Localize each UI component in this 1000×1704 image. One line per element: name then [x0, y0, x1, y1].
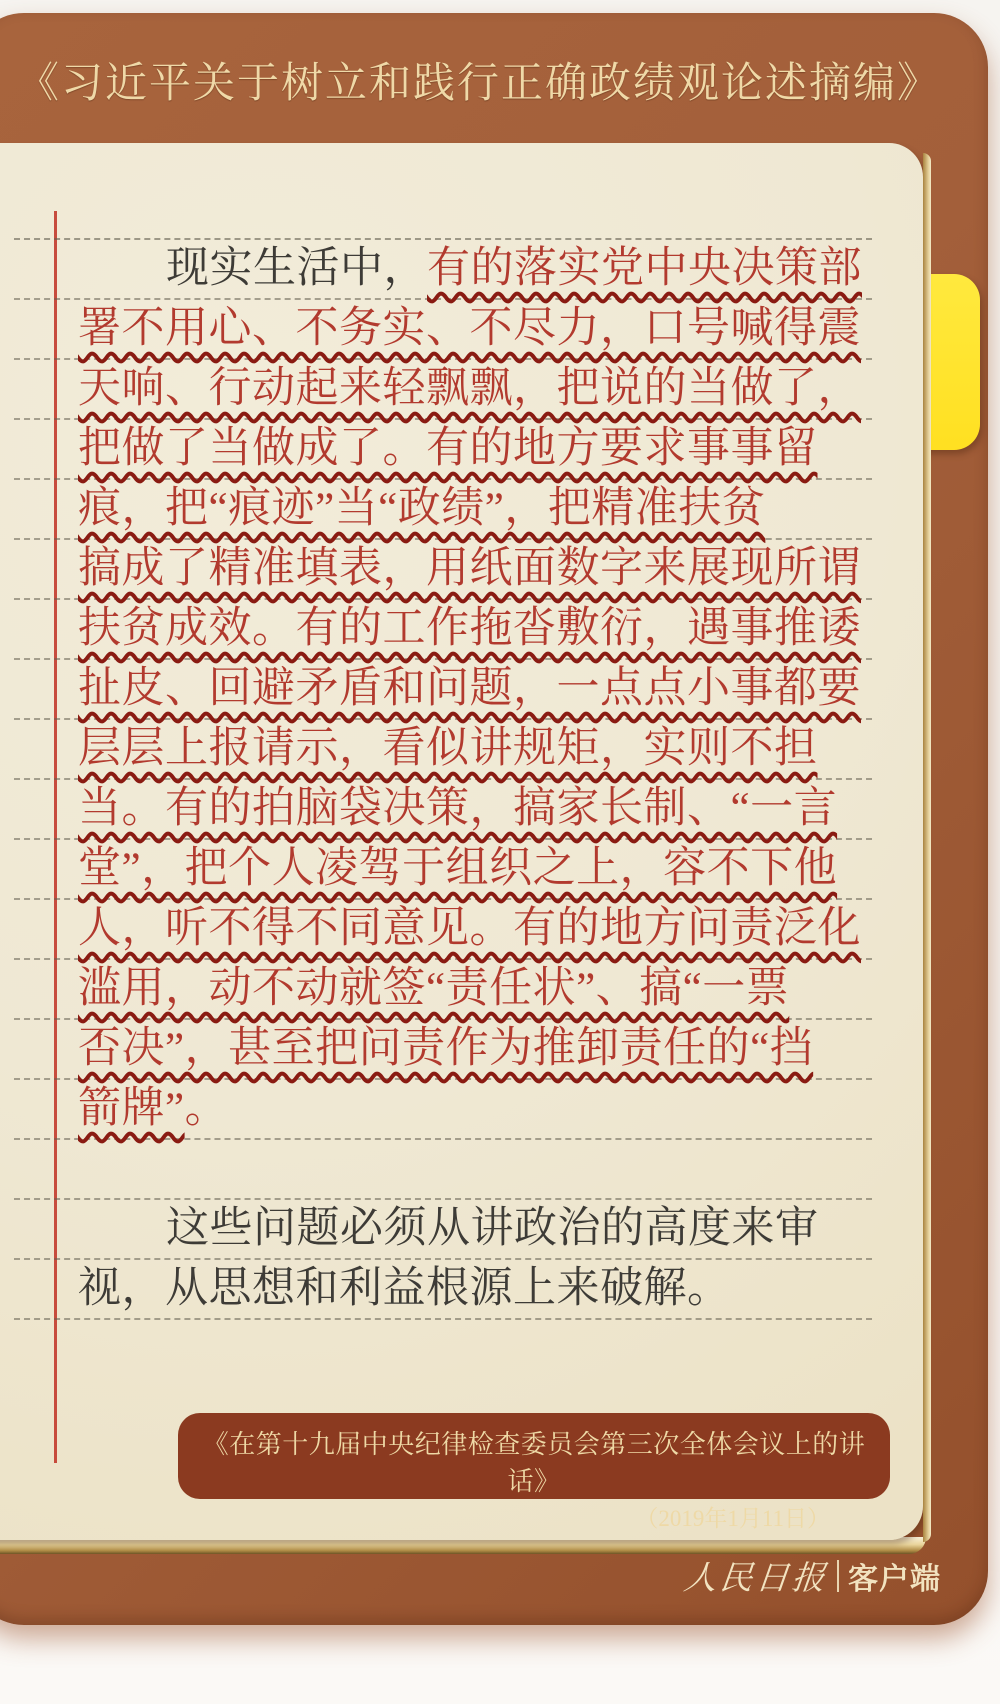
- ruled-row: [14, 660, 872, 720]
- ruled-row: [14, 780, 872, 840]
- text-segment-ink: 现实生活中，: [166, 245, 427, 292]
- ruled-row: [14, 960, 872, 1020]
- text-segment-red-plain: 。: [184, 1085, 229, 1132]
- ruled-row: [14, 1200, 872, 1260]
- text-segment-red: 滥用，动不动就签“责任状”、搞“一票: [78, 965, 790, 1012]
- text-segment-red: 扯皮、回避矛盾和问题，一点点小事都要: [78, 665, 861, 712]
- citation-box: [178, 1413, 890, 1531]
- ruled-row: [14, 1080, 872, 1140]
- text-segment-red: 扶贫成效。有的工作拖沓敷衍，遇事推诿: [78, 605, 861, 652]
- text-segment-ink: 这些问题必须从讲政治的高度来审: [166, 1205, 819, 1252]
- ruled-row: [14, 480, 872, 540]
- text-segment-ink: 视，从思想和利益根源上来破解。: [78, 1265, 731, 1312]
- text-segment-red: 层层上报请示，看似讲规矩，实则不担: [78, 725, 818, 772]
- page-title: 《习近平关于树立和践行正确政绩观论述摘编》: [16, 61, 941, 107]
- people-daily-script: 人民日报: [681, 1561, 830, 1597]
- divider-bar: [837, 1560, 839, 1592]
- text-segment-red: 箭牌”: [78, 1085, 185, 1132]
- text-segment-red: 署不用心、不务实、不尽力，口号喊得震: [78, 305, 861, 352]
- ruled-row: [14, 900, 872, 960]
- text-segment-red: 人，听不得不同意见。有的地方问责泛化: [78, 905, 861, 952]
- text-segment-red: 否决”，甚至把问责作为推卸责任的“挡: [78, 1025, 814, 1072]
- ruled-row: [14, 840, 872, 900]
- text-segment-red: 把做了当做成了。有的地方要求事事留: [78, 425, 818, 472]
- brand-logo: [681, 1552, 941, 1599]
- text-segment-red: 天响、行动起来轻飘飘，把说的当做了，: [78, 365, 861, 412]
- ruled-row: [14, 420, 872, 480]
- ruled-row: [14, 540, 872, 600]
- text-segment-red: 痕，把“痕迹”当“政绩”，把精准扶贫: [78, 485, 766, 532]
- ruled-row: [14, 360, 872, 420]
- page-edge: [923, 153, 931, 1542]
- notebook-page: [0, 143, 923, 1540]
- ruled-row: [14, 600, 872, 660]
- ruled-row: [14, 1020, 872, 1080]
- text-segment-red: 有的落实党中央决策部: [427, 245, 862, 292]
- ruled-row: [14, 1140, 872, 1200]
- ruled-rows: [14, 238, 872, 1320]
- citation-source: 《在第十九届中央纪律检查委员会第三次全体会议上的讲话》: [202, 1430, 866, 1496]
- ruled-row: [14, 1260, 872, 1320]
- ruled-row: [14, 720, 872, 780]
- ruled-row: [14, 300, 872, 360]
- text-segment-red: 当。有的拍脑袋决策，搞家长制、“一言: [78, 785, 838, 832]
- client-label: 客户端: [848, 1562, 941, 1596]
- text-segment-red: 搞成了精准填表，用纸面数字来展现所谓: [78, 545, 861, 592]
- ruled-row: [14, 240, 872, 300]
- citation-date: （2019年1月11日）: [635, 1506, 830, 1531]
- text-segment-red: 堂”，把个人凌驾于组织之上，容不下他: [78, 845, 838, 892]
